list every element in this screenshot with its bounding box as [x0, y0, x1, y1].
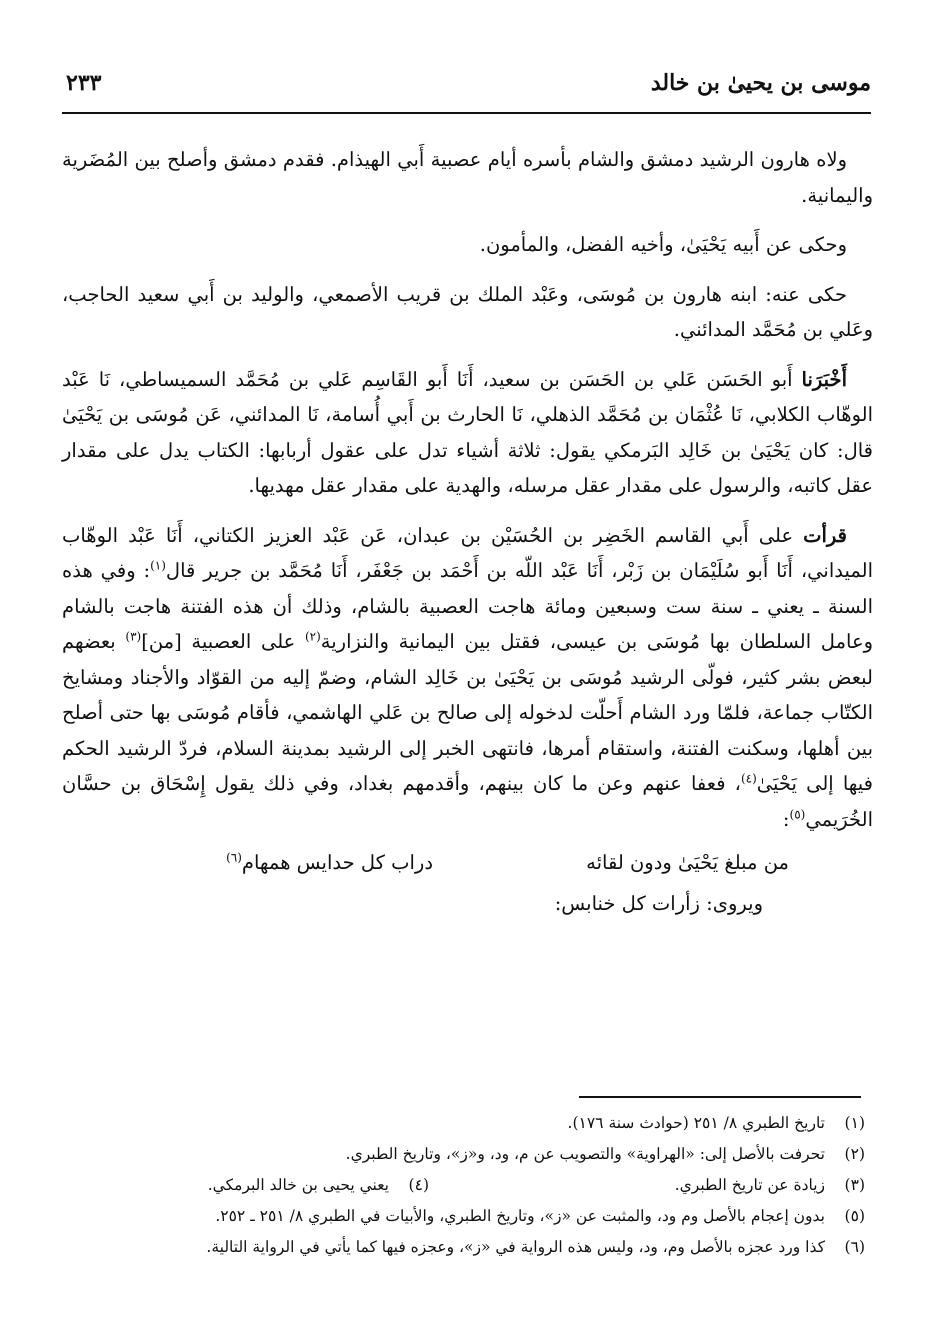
footnote-text: يعني يحيى بن خالد البرمكي.: [207, 1176, 389, 1194]
paragraph-text: ، فعفا عنهم وعن ما كان بينهم، وأقدمهم بغداد، وفي ذلك يقول إِسْحَاق بن حسَّان الخُرَيمي: [62, 772, 873, 831]
footnote-number: (٣): [844, 1176, 865, 1194]
footnote-item: [675, 1170, 865, 1201]
main-text: [62, 142, 873, 935]
paragraph-biography: ولاه هارون الرشيد دمشق والشام بأسره أيام عصبية أَبي الهيذام. فقدم دمشق وأصلح بين المُضَرية واليمانية.: [62, 148, 873, 207]
footnote-ref-2[interactable]: (٢): [304, 629, 321, 644]
footnote-text: تاريخ الطبري ٨/ ٢٥١ (حوادث سنة ١٧٦).: [567, 1114, 825, 1132]
footnote-ref-3[interactable]: (٣): [125, 629, 142, 644]
paragraph-narrated-from: وحكى عن أَبيه يَحْيَىٰ، وأخيه الفضل، والمأمون.: [479, 233, 847, 256]
footnote-separator: [579, 1096, 861, 1098]
footnote-row: [80, 1170, 865, 1201]
paragraph-text: على العصبية [من]: [141, 630, 305, 653]
footnote-number: (٢): [844, 1145, 865, 1163]
verse-second-hemistich-text: دراب كل حدايس همهام: [241, 851, 433, 874]
footnote-text: كذا ورد عجزه بالأصل وم، ود، وليس هذه الرواية في «ز»، وعجزه فيها كما يأتي في الرواية التالية.: [206, 1238, 825, 1256]
footnote-item: [80, 1201, 865, 1232]
paragraph-text: :: [782, 807, 790, 831]
header-rule: [62, 112, 871, 114]
paragraph-text: بعضهم لبعض بشر كثير، فولّى الرشيد مُوسَى بن يَحْيَىٰ بن خَالِد الشام، وضمّ إليه من القوّاد والأجناد ومشايخ الكتّاب جماعة، فلمّا ورد الشام أَحلّت لدخوله إلى صالح بن عَلي الهاشمي، فأقام مُوسَى بها حتى أصلح بين أهلها، وسكنت الفتنة، واستقام أمرها، فانتهى الخبر إلى الرشيد بمدينة السلام، فردّ الرشيد الحكم فيها إلى يَحْيَىٰ: [62, 630, 873, 795]
paragraph-akhbarana: [62, 362, 873, 504]
footnote-ref-1[interactable]: (١): [150, 558, 166, 573]
verse-first-hemistich: من مبلغ يَحْيَىٰ ودون لقائه: [586, 851, 789, 874]
footnote-number: (١): [844, 1114, 865, 1132]
footnote-text: بدون إعجام بالأصل وم ود، والمثبت عن «ز»، وتاريخ الطبري، والأبيات في الطبري ٨/ ٢٥١ ـ ٢٥٢.: [215, 1207, 825, 1225]
verse-second-hemistich: [226, 845, 433, 881]
footnote-text: تحرفت بالأصل إلى: «الهراوية» والتصويب عن م، ود، و«ز»، وتاريخ الطبري.: [345, 1145, 825, 1163]
footnote-item: [80, 1232, 865, 1263]
footnotes: [80, 1108, 865, 1263]
footnote-item: [80, 1139, 865, 1170]
poem-verse: [62, 845, 873, 887]
footnote-number: (٥): [844, 1207, 865, 1225]
paragraph-text: على أَبي القاسم الخَضِر بن الحُسَيْن بن عبدان، عَن عَبْد العزيز الكتاني، أَنَا عَبْد الوهّاب الميداني، أَنَا أَبو سُلَيْمَان بن زَبْر، أَنَا عَبْد اللّه بن أَحْمَد بن جَعْفَر، أَنَا مُحَمَّد بن جرير قال: [62, 523, 873, 582]
running-header: [62, 62, 871, 114]
paragraph-text: أَبو الحَسَن عَلي بن الحَسَن بن سعيد، أَنَا أَبو القَاسِم عَلي بن مُحَمَّد السميساطي، نَا عَبْد الوهّاب الكلابي، نَا عُثْمَان بن مُحَمَّد الذهلي، نَا الحارث بن أَبي أُسامة، نَا المدائني، عَن مُوسَى بن يَحْيَىٰ قال: كان يَحْيَىٰ بن خَالِد البَرمكي يقول: ثلاثة أشياء تدل على عقول أربابها: الكتاب يدل على مقدار عقل كاتبه، والرسول على مقدار عقل مرسله، والهدية على مقدار عقل مهديها.: [62, 367, 873, 497]
footnote-item: [208, 1170, 429, 1201]
footnote-text: زيادة عن تاريخ الطبري.: [674, 1176, 825, 1194]
footnote-number: (٤): [408, 1176, 429, 1194]
paragraph-narrators: حكى عنه: ابنه هارون بن مُوسَى، وعَبْد الملك بن قريب الأصمعي، والوليد بن أَبي سعيد الحاجب، وعَلي بن مُحَمَّد المدائني.: [62, 282, 873, 341]
footnote-ref-5[interactable]: (٥): [789, 807, 806, 821]
paragraph-qaraat: [62, 518, 873, 838]
running-title: موسى بن يحيىٰ بن خالد: [650, 70, 871, 96]
paragraph-lead-word: قرأت: [803, 523, 847, 547]
footnote-ref-6[interactable]: (٦): [226, 850, 242, 865]
page-number: ٢٣٣: [66, 70, 102, 96]
paragraph-lead-word: أَخْبَرَنا: [801, 367, 847, 391]
footnote-ref-4[interactable]: (٤): [740, 771, 757, 786]
footnote-item: [80, 1108, 865, 1139]
verse-variant: ويروى: زأرات كل خنابس:: [554, 892, 763, 915]
paragraph-text: : وفي هذه السنة ـ يعني ـ سنة ست وسبعين ومائة هاجت العصبية بالشام، وذلك أن هذه الفتنة هاجت بالشام وعامل السلطان بها مُوسَى بن عيسى، فقتل بين اليمانية والنزارية: [62, 559, 874, 653]
footnote-number: (٦): [844, 1238, 865, 1256]
